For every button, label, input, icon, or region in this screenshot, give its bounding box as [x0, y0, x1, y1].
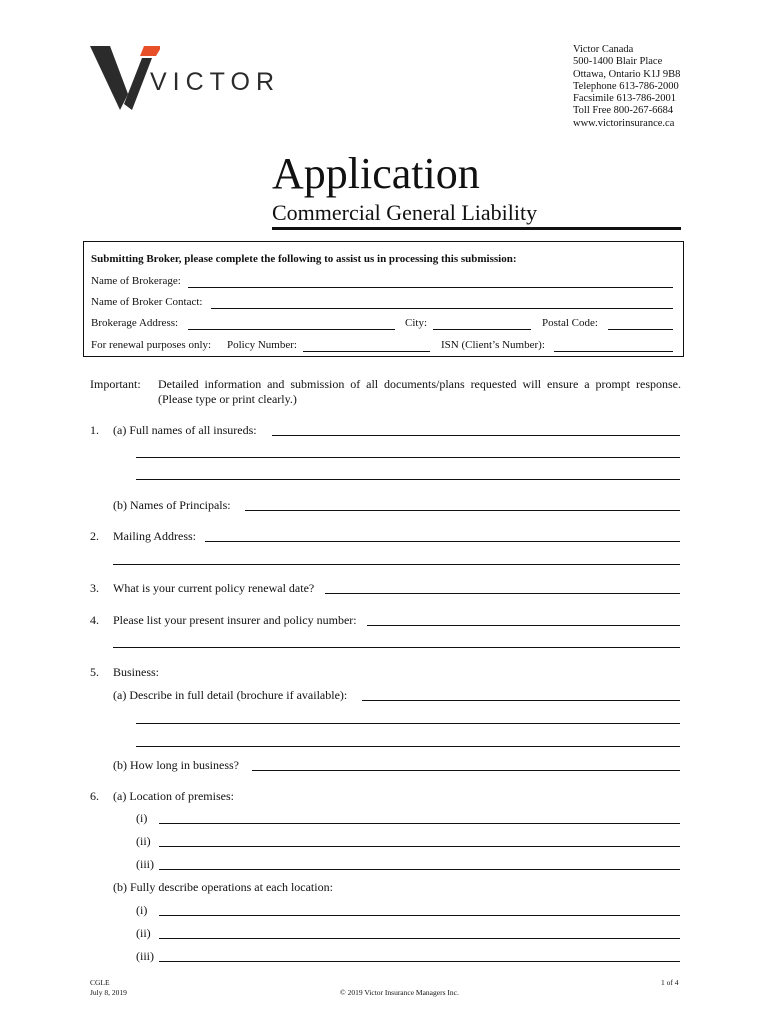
q6b-ii-field[interactable]	[159, 938, 680, 939]
footer-copyright: © 2019 Victor Insurance Managers Inc.	[340, 988, 459, 997]
q1b-label: (b) Names of Principals:	[113, 498, 231, 512]
q6a-i-field[interactable]	[159, 823, 680, 824]
q6b-ii-label: (ii)	[136, 926, 151, 940]
important-text: Detailed information and submission of all documents/plans requested will ensure a prompt response.	[158, 377, 681, 391]
address-line: 500-1400 Blair Place	[573, 56, 663, 68]
q6b-i-field[interactable]	[159, 915, 680, 916]
city-label: City:	[405, 317, 428, 329]
q2-number: 2.	[90, 529, 99, 543]
q6a-label: (a) Location of premises:	[113, 789, 234, 803]
q4-field[interactable]	[367, 625, 680, 626]
important-label: Important:	[90, 377, 141, 391]
q5a-field[interactable]	[362, 700, 680, 701]
city-field[interactable]	[433, 329, 531, 330]
q5-label: Business:	[113, 665, 160, 679]
address-line: Toll Free 800-267-6684	[573, 105, 674, 117]
q6a-ii-field[interactable]	[159, 846, 680, 847]
brokerage-name-label: Name of Brokerage:	[91, 275, 181, 287]
broker-contact-label: Name of Broker Contact:	[91, 296, 203, 308]
company-address	[573, 44, 680, 130]
address-line: Telephone 613-786-2000	[573, 80, 679, 92]
address-line: Facsimile 613-786-2001	[573, 93, 676, 105]
q1a-field-line[interactable]	[136, 479, 680, 480]
q6b-iii-label: (iii)	[136, 949, 154, 963]
logo-wordmark: VICTOR	[150, 68, 280, 96]
isn-label: ISN (Client’s Number):	[441, 339, 545, 351]
q5-number: 5.	[90, 665, 99, 679]
brokerage-address-label: Brokerage Address:	[91, 317, 179, 329]
q2-field-line[interactable]	[113, 564, 680, 565]
q6-number: 6.	[90, 789, 99, 803]
address-line: Victor Canada	[573, 44, 634, 55]
footer-form-code: CGLE	[90, 978, 110, 987]
website-link[interactable]: www.victorinsurance.ca	[573, 117, 675, 129]
q5b-label: (b) How long in business?	[113, 758, 239, 772]
title-rule	[272, 227, 681, 230]
page-title: Application	[272, 149, 480, 198]
q6b-i-label: (i)	[136, 903, 148, 917]
q6a-iii-field[interactable]	[159, 869, 680, 870]
postal-code-field[interactable]	[608, 329, 673, 330]
q5b-field[interactable]	[252, 770, 680, 771]
q3-label: What is your current policy renewal date?	[113, 581, 315, 595]
q1-number: 1.	[90, 423, 99, 437]
q5a-label: (a) Describe in full detail (brochure if available):	[113, 688, 348, 702]
broker-box-heading: Submitting Broker, please complete the following to assist us in processing this submission:	[91, 253, 517, 265]
page-subtitle: Commercial General Liability	[272, 200, 538, 225]
q1b-field[interactable]	[245, 510, 680, 511]
address-line: Ottawa, Ontario K1J 9B8	[573, 68, 681, 80]
q1a-field[interactable]	[272, 435, 680, 436]
isn-field[interactable]	[554, 351, 673, 352]
q6a-ii-label: (ii)	[136, 834, 151, 848]
q1a-field-line[interactable]	[136, 457, 680, 458]
renewal-label: For renewal purposes only:	[91, 339, 212, 351]
footer-page-number: 1 of 4	[661, 978, 679, 987]
q1a-label: (a) Full names of all insureds:	[113, 423, 257, 437]
q6a-iii-label: (iii)	[136, 857, 154, 871]
important-text-2: (Please type or print clearly.)	[158, 392, 297, 406]
q5a-field-line[interactable]	[136, 746, 680, 747]
q6a-i-label: (i)	[136, 811, 148, 825]
q6b-iii-field[interactable]	[159, 961, 680, 962]
footer-date: July 8, 2019	[90, 988, 127, 997]
q3-number: 3.	[90, 581, 99, 595]
q4-label: Please list your present insurer and policy number:	[113, 613, 357, 627]
policy-number-field[interactable]	[303, 351, 430, 352]
q6b-label: (b) Fully describe operations at each location:	[113, 880, 333, 894]
broker-contact-field[interactable]	[211, 308, 673, 309]
q4-field-line[interactable]	[113, 647, 680, 648]
brokerage-name-field[interactable]	[188, 287, 673, 288]
brokerage-address-field[interactable]	[188, 329, 395, 330]
q2-field[interactable]	[205, 541, 680, 542]
policy-number-label: Policy Number:	[227, 339, 297, 351]
q2-label: Mailing Address:	[113, 529, 196, 543]
postal-code-label: Postal Code:	[542, 317, 598, 329]
q4-number: 4.	[90, 613, 99, 627]
q5a-field-line[interactable]	[136, 723, 680, 724]
q3-field[interactable]	[325, 593, 680, 594]
